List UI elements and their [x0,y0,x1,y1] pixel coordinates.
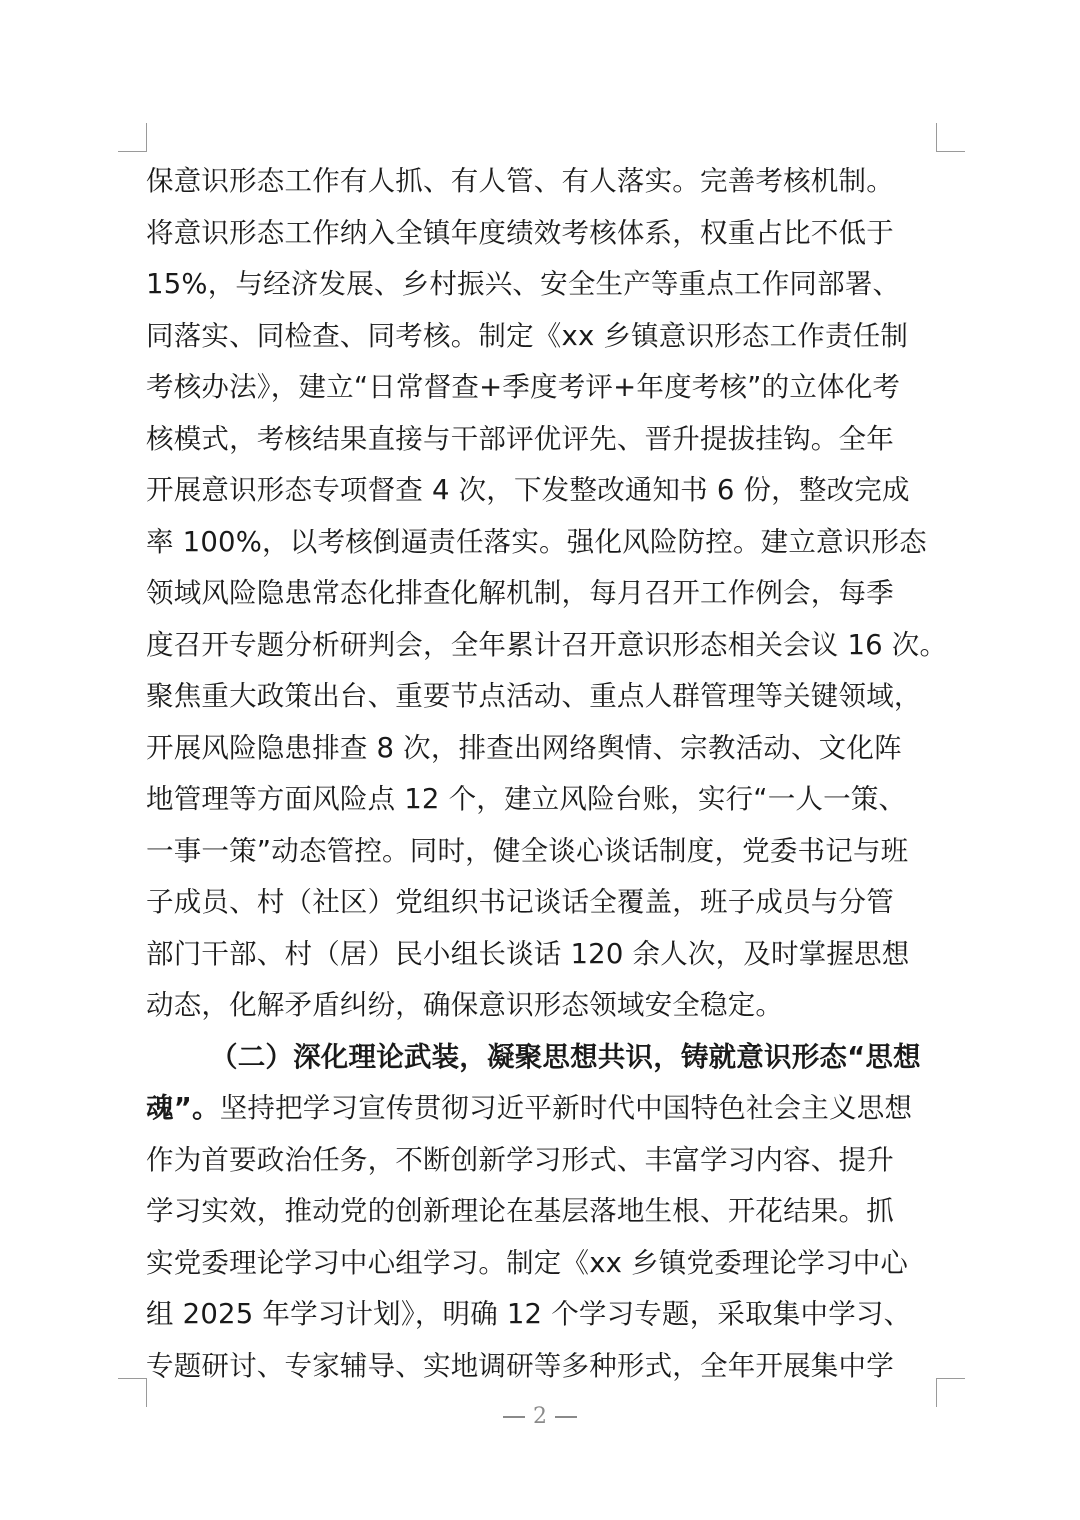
page-footer [0,1404,1080,1429]
text-line: 考核办法》，建立“日常督查+季度考评+年度考核”的立体化考 [146,371,901,403]
text-line: 15%，与经济发展、乡村振兴、安全生产等重点工作同部署、 [146,268,901,300]
crop-mark-top-right [936,123,965,152]
text-line: 保意识形态工作有人抓、有人管、有人落实。完善考核机制。 [146,165,894,197]
section-heading-continuation [146,1083,946,1135]
text-line: 度召开专题分析研判会，全年累计召开意识形态相关会议 16 次。 [146,628,948,661]
footer-dash-left [503,1416,525,1418]
footer-dash-right [555,1416,577,1418]
text-line: 专题研讨、专家辅导、实地调研等多种形式，全年开展集中学 [146,1349,894,1382]
text-line: 子成员、村（社区）党组织书记谈话全覆盖，班子成员与分管 [146,886,894,918]
text-line: 组 2025 年学习计划》，明确 12 个学习专题，采取集中学习、 [146,1298,912,1330]
text-line: 率 100%，以考核倒逼责任落实。强化风险防控。建立意识形态 [146,525,927,558]
page-number: 2 [533,1404,547,1429]
text-line: 作为首要政治任务，不断创新学习形式、丰富学习内容、提升 [146,1143,894,1176]
text-line: 一事一策”动态管控。同时，健全谈心谈话制度，党委书记与班 [146,834,909,867]
text-line: 将意识形态工作纳入全镇年度绩效考核体系，权重占比不低于 [146,216,894,249]
text-line: 核模式，考核结果直接与干部评优评先、晋升提拔挂钩。全年 [146,422,894,455]
text-line: 学习实效，推动党的创新理论在基层落地生根、开花结果。抓 [146,1195,894,1227]
text-line: 开展风险隐患排查 8 次，排查出网络舆情、宗教活动、文化阵 [146,731,902,764]
text-line: 聚焦重大政策出台、重要节点活动、重点人群管理等关键领域， [146,680,922,712]
section-heading: （二）深化理论武装，凝聚思想共识，铸就意识形态“思想 [210,1040,921,1073]
text-line: 部门干部、村（居）民小组长谈话 120 余人次，及时掌握思想 [146,937,910,970]
text-line: 地管理等方面风险点 12 个，建立风险台账，实行“一人一策、 [146,783,907,815]
text-line: 领域风险隐患常态化排查化解机制，每月召开工作例会，每季 [146,577,894,609]
text-line: 开展意识形态专项督查 4 次，下发整改通知书 6 份，整改完成 [146,474,910,506]
text-line: 动态，化解矛盾纠纷，确保意识形态领域安全稳定。 [146,989,784,1021]
text-line: 实党委理论学习中心组学习。制定《xx 乡镇党委理论学习中心 [146,1246,909,1279]
text-span: 坚持把学习宣传贯彻习近平新时代中国特色社会主义思想 [219,1092,913,1124]
crop-mark-bottom-left [118,1378,147,1407]
text-line: 同落实、同检查、同考核。制定《xx 乡镇意识形态工作责任制 [146,319,909,352]
crop-mark-top-left [118,123,147,152]
section-heading-tail: 魂”。 [146,1092,220,1124]
body-text [146,156,946,1392]
